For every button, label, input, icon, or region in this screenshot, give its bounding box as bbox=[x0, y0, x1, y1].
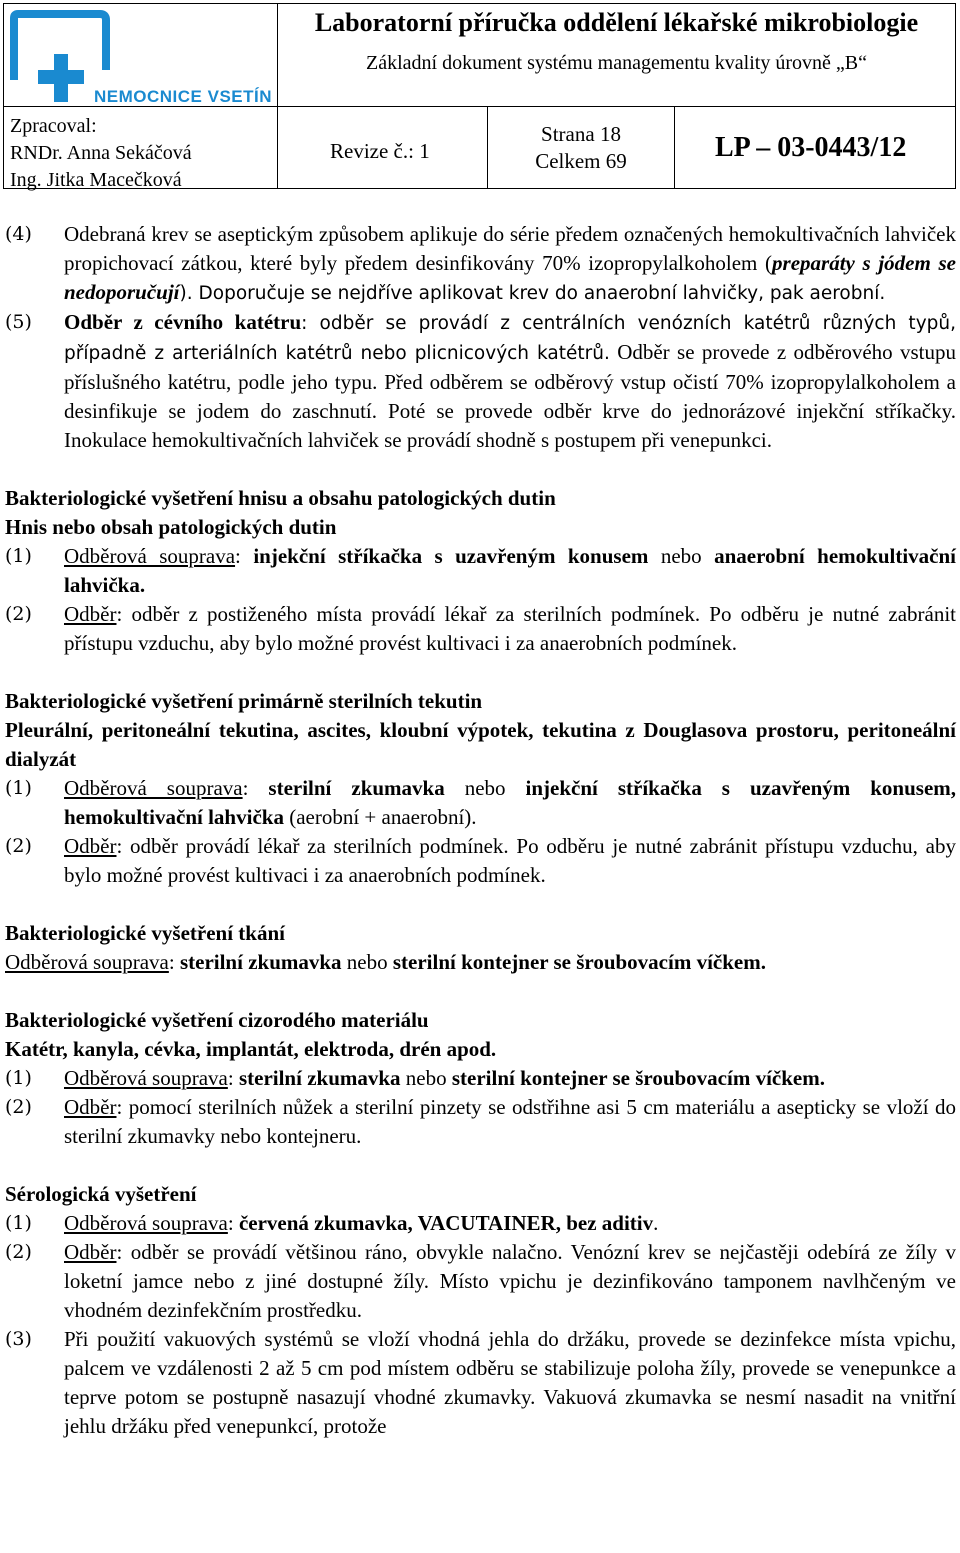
item-text bbox=[64, 774, 956, 832]
item-number: (1) bbox=[5, 545, 32, 567]
item-text bbox=[64, 1064, 956, 1093]
author-cell bbox=[3, 106, 278, 189]
list-item bbox=[5, 1064, 956, 1093]
item-number: (5) bbox=[5, 311, 32, 333]
item-number: (3) bbox=[5, 1328, 32, 1350]
text-underline: Odběrová souprava bbox=[5, 950, 169, 974]
item-text bbox=[64, 308, 956, 455]
section-subheading: Pleurální, peritoneální tekutina, ascites, kloubní výpotek, tekutina z Douglasova prostoru, peritoneální dialyzát bbox=[5, 718, 956, 771]
text-bold: injekční stříkačka s uzavřeným konusem, hemokultivační lahvička bbox=[64, 776, 957, 829]
text-run: nebo bbox=[648, 544, 715, 568]
spacer bbox=[5, 977, 956, 1006]
text-underline: Odběr bbox=[64, 1240, 117, 1264]
item-text bbox=[64, 1209, 956, 1238]
list-item bbox=[5, 600, 956, 658]
text-underline: Odběrová souprava bbox=[64, 776, 243, 800]
revision: Revize č.: 1 bbox=[330, 139, 430, 163]
text-bold: Odběr z cévního katétru bbox=[64, 310, 302, 334]
text-bold: červená zkumavka, VACUTAINER, bez aditiv bbox=[238, 1211, 654, 1235]
document-subtitle: Základní dokument systému managementu kvality úrovně „B“ bbox=[366, 52, 867, 74]
text-underline: Odběr bbox=[64, 834, 117, 858]
item-number: (4) bbox=[5, 223, 32, 245]
document-title: Laboratorní příručka oddělení lékařské mikrobiologie bbox=[314, 8, 919, 37]
spacer bbox=[5, 890, 956, 919]
item-number: (2) bbox=[5, 835, 32, 857]
author-1: RNDr. Anna Sekáčová bbox=[10, 142, 192, 164]
text-run: : odběr provádí lékař za sterilních podmínek. Po odběru je nutné zabránit přístupu vzduchu, aby bylo možné provést kultivaci i za anaerobních podmínek. bbox=[64, 834, 956, 887]
item-text bbox=[64, 1093, 956, 1151]
section-heading: Bakteriologické vyšetření cizorodého materiálu bbox=[5, 1008, 429, 1032]
list-item bbox=[5, 832, 956, 890]
spacer bbox=[5, 1151, 956, 1180]
text-bold: sterilní zkumavka bbox=[179, 950, 342, 974]
text-underline: Odběrová souprava bbox=[64, 1066, 228, 1090]
logo-text: NEMOCNICE VSETÍN bbox=[94, 87, 273, 106]
list-item bbox=[5, 774, 956, 832]
text-bold: injekční stříkačka s uzavřeným konusem bbox=[253, 544, 649, 568]
logo-cell bbox=[3, 3, 278, 107]
text-run: : bbox=[227, 1066, 239, 1090]
text-run: : bbox=[227, 1211, 239, 1235]
spacer bbox=[5, 455, 956, 484]
page-number: Strana 18 bbox=[541, 122, 621, 146]
list-item bbox=[5, 1209, 956, 1238]
text-bold: sterilní kontejner se šroubovacím víčkem. bbox=[392, 950, 766, 974]
text-run: nebo bbox=[341, 950, 393, 974]
revision-cell bbox=[277, 106, 488, 189]
item-text bbox=[64, 1238, 956, 1325]
text-run: : pomocí sterilních nůžek a sterilní pinzety se odstřihne asi 5 cm materiálu a asepticky se vloží do sterilní zkumavky nebo kontejneru. bbox=[64, 1095, 956, 1148]
text-bold: anaerobní hemokultivační lahvička. bbox=[64, 544, 956, 597]
text-run: : odběr se provádí z centrálních venózních katétrů různých typů, případně z arteriálních katétrů nebo plicnicových katétrů. bbox=[64, 313, 956, 364]
document-code: LP – 03-0443/12 bbox=[715, 132, 907, 163]
title-cell bbox=[277, 3, 956, 107]
list-item bbox=[5, 220, 956, 308]
text-run: nebo bbox=[400, 1066, 452, 1090]
section-text bbox=[5, 948, 956, 977]
section-subheading: Hnis nebo obsah patologických dutin bbox=[5, 515, 337, 539]
text-run: : odběr z postiženého místa provádí lékař za sterilních podmínek. Po odběru je nutné zabránit přístupu vzduchu, aby bylo možné provést kultivaci i za anaerobních podmínek. bbox=[64, 602, 956, 655]
text-run: : bbox=[235, 544, 254, 568]
text-run: : bbox=[242, 776, 269, 800]
item-text: Při použití vakuových systémů se vloží vhodná jehla do držáku, provede se dezinfekce místa vpichu, palcem ve vzdálenosti 2 až 5 cm pod místem odběru se stabilizuje poloha žíly, provede se venepunkce a teprve potom se postupně nasazují vhodné zkumavky. Vakuová zkumavka se nesmí nasadit na vnitřní jehlu držáku před venepunkcí, protože bbox=[64, 1327, 956, 1438]
author-label: Zpracoval: bbox=[10, 115, 97, 137]
text-run: : odběr se provádí většinou ráno, obvykle nalačno. Venózní krev se nejčastěji odebírá ze žíly v loketní jamce nebo z jiné dostupné žíly. Místo vpichu je dezinfikováno tamponem navlhčeným ve vhodném dezinfekčním prostředku. bbox=[64, 1240, 956, 1322]
code-cell bbox=[674, 106, 956, 189]
text-bold: sterilní zkumavka bbox=[268, 776, 445, 800]
author-2: Ing. Jitka Macečková bbox=[10, 169, 182, 191]
text-run: ). Doporučuje se nejdříve aplikovat krev do anaerobní lahvičky, pak aerobní. bbox=[179, 283, 886, 304]
text-run: Odběr se provede z odběrového vstupu příslušného katétru, podle jeho typu. Před odběrem se odběrový vstup očistí 70% izopropylalkoholem a desinfikuje se jodem do zaschnutí. Poté se provede odběr krve do jednorázové injekční stříkačky. Inokulace hemokultivačních lahviček se provádí shodně s postupem při venepunkci. bbox=[64, 340, 956, 452]
text-run: nebo bbox=[444, 776, 526, 800]
item-number: (1) bbox=[5, 777, 32, 799]
section-subheading: Katétr, kanyla, cévka, implantát, elektroda, drén apod. bbox=[5, 1037, 497, 1061]
item-text bbox=[64, 542, 956, 600]
item-number: (2) bbox=[5, 1241, 32, 1263]
text-run: (aerobní + anaerobní). bbox=[283, 805, 477, 829]
text-emphasis: preparáty s jódem se nedoporučují bbox=[64, 251, 956, 304]
text-underline: Odběrová souprava bbox=[64, 1211, 228, 1235]
page-cell bbox=[487, 106, 675, 189]
text-run: Odebraná krev se aseptickým způsobem aplikuje do série předem označených hemokultivačních lahviček propichovací zátkou, které byly předem desinfikovány 70% izopropylalkoholem ( bbox=[64, 222, 956, 275]
item-text bbox=[64, 600, 956, 658]
text-underline: Odběr bbox=[64, 602, 117, 626]
text-bold: sterilní zkumavka bbox=[238, 1066, 401, 1090]
document-header bbox=[3, 3, 956, 189]
text-bold: sterilní kontejner se šroubovacím víčkem. bbox=[451, 1066, 825, 1090]
list-item bbox=[5, 1238, 956, 1325]
item-number: (2) bbox=[5, 1096, 32, 1118]
text-run: . bbox=[653, 1211, 659, 1235]
item-number: (2) bbox=[5, 603, 32, 625]
section-heading: Sérologická vyšetření bbox=[5, 1182, 197, 1206]
section-heading: Bakteriologické vyšetření hnisu a obsahu patologických dutin bbox=[5, 486, 556, 510]
section-heading: Bakteriologické vyšetření primárně sterilních tekutin bbox=[5, 689, 483, 713]
page-total: Celkem 69 bbox=[535, 149, 627, 173]
text-run: : bbox=[168, 950, 180, 974]
text-underline: Odběrová souprava bbox=[64, 544, 236, 568]
item-number: (1) bbox=[5, 1067, 32, 1089]
list-item bbox=[5, 542, 956, 600]
item-number: (1) bbox=[5, 1212, 32, 1234]
list-item bbox=[5, 1093, 956, 1151]
list-item bbox=[5, 308, 956, 455]
item-text bbox=[64, 220, 956, 308]
text-underline: Odběr bbox=[64, 1095, 117, 1119]
document-body bbox=[5, 220, 956, 1441]
section-heading: Bakteriologické vyšetření tkání bbox=[5, 921, 285, 945]
spacer bbox=[5, 658, 956, 687]
list-item bbox=[5, 1325, 956, 1441]
item-text bbox=[64, 832, 956, 890]
